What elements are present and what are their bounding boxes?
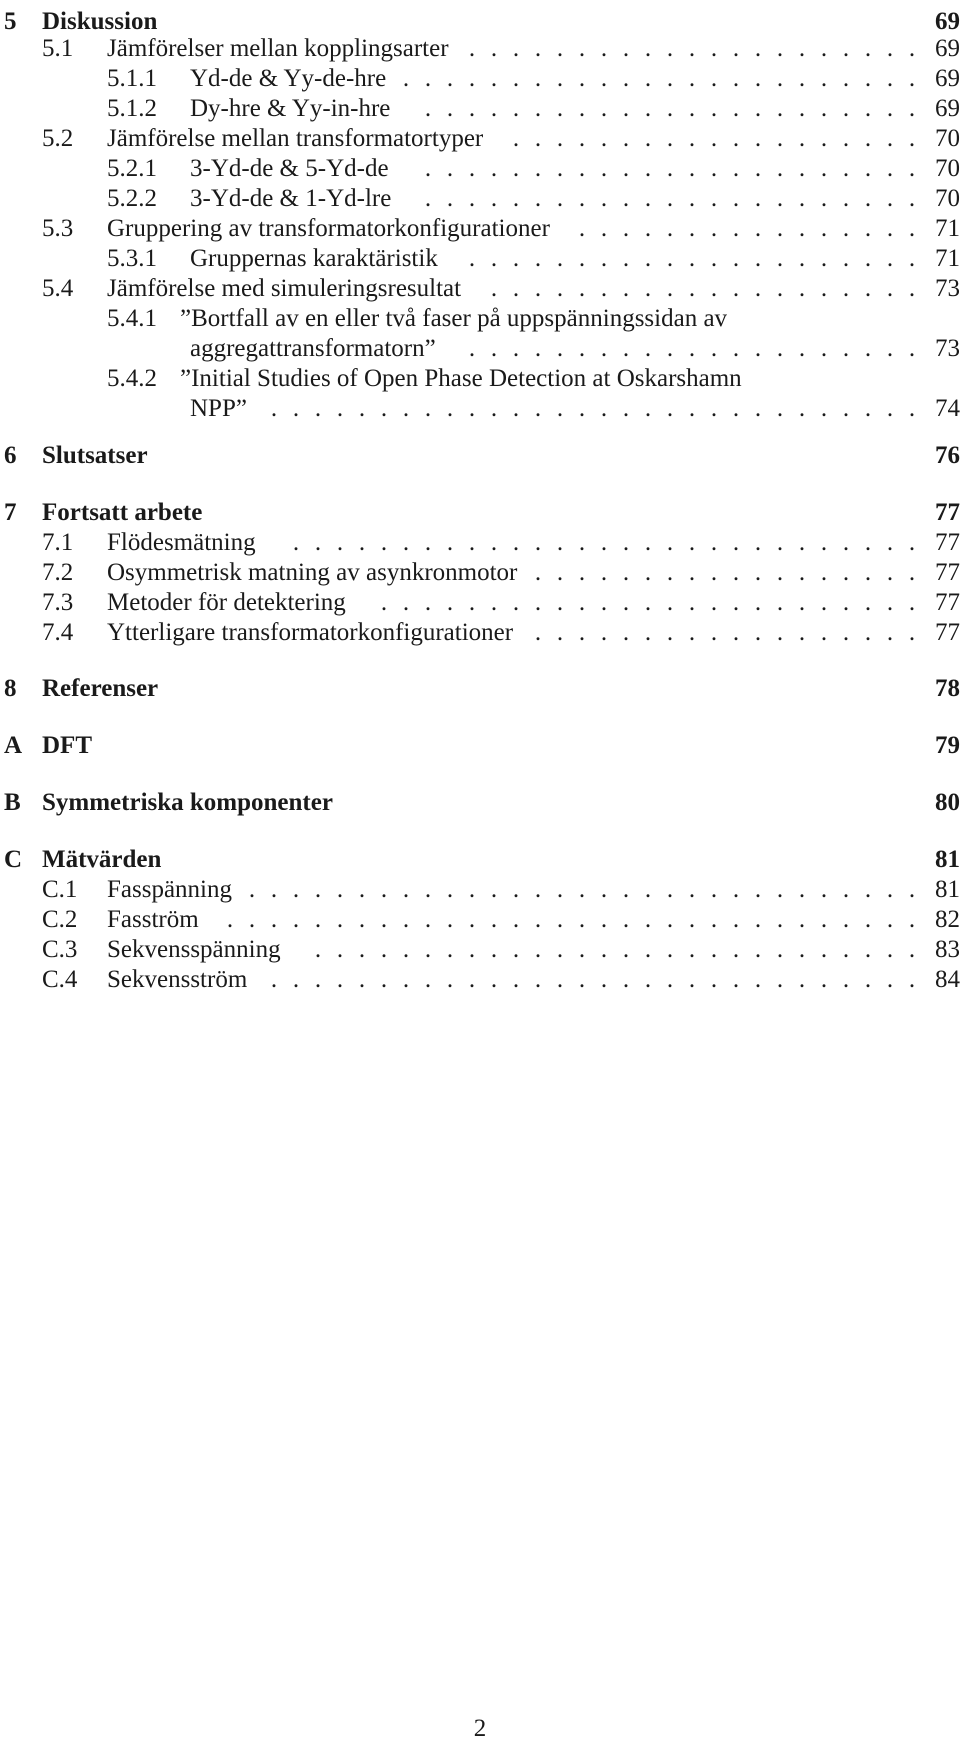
toc-entry-page: 77 — [935, 589, 960, 616]
toc-dot-leader: . . . . . . . . . . . . . . . . . . . . . — [468, 335, 916, 362]
toc-entry-number: 7.4 — [42, 619, 74, 646]
toc-entry-number: 5.3.1 — [107, 245, 157, 272]
toc-entry-number: 7.3 — [42, 589, 74, 616]
toc-dot-leader: . . . . . . . . . . . . . . . . — [578, 215, 916, 242]
toc-entry-number: 5.1 — [42, 35, 74, 62]
toc-entry-page: 77 — [935, 499, 960, 526]
toc-entry-title: ”Bortfall av en eller två faser på uppspänningssidan av — [180, 305, 728, 332]
toc-entry-page: 73 — [935, 275, 960, 302]
toc-entry-number: A — [4, 732, 23, 759]
toc-entry-number: 8 — [4, 675, 17, 702]
toc-entry-number: 5.4 — [42, 275, 74, 302]
toc-entry-title: Mätvärden — [42, 846, 162, 873]
toc-dot-leader: . . . . . . . . . . . . . . . . . . . . . — [468, 245, 916, 272]
toc-entry-title: Fasström — [107, 906, 199, 933]
toc-entry-page: 83 — [935, 936, 960, 963]
toc-entry-title: Referenser — [42, 675, 159, 702]
toc-section-row — [0, 960, 960, 1000]
toc-entry-page: 70 — [935, 155, 960, 182]
toc-entry-page: 77 — [935, 559, 960, 586]
toc-entry-title: Jämförelse mellan transformatortyper — [107, 125, 484, 152]
toc-entry-number: 6 — [4, 442, 17, 469]
toc-entry-page: 71 — [935, 245, 960, 272]
toc-entry-page: 77 — [935, 619, 960, 646]
toc-entry-title: Osymmetrisk matning av asynkronmotor — [107, 559, 518, 586]
toc-chapter-row — [0, 783, 960, 823]
toc-entry-number: 5.1.1 — [107, 65, 157, 92]
toc-entry-page: 69 — [935, 8, 960, 35]
toc-entry-number: 5.4.1 — [107, 305, 157, 332]
toc-dot-leader: . . . . . . . . . . . . . . . . . . — [534, 619, 916, 646]
page-number: 2 — [473, 1715, 487, 1742]
toc-entry-title: Jämförelser mellan kopplingsarter — [107, 35, 449, 62]
toc-dot-leader: . . . . . . . . . . . . . . . . . . . . . . . — [424, 95, 916, 122]
toc-entry-page: 69 — [935, 65, 960, 92]
toc-entry-number: 5.4.2 — [107, 365, 157, 392]
toc-dot-leader: . . . . . . . . . . . . . . . . . . . — [512, 125, 916, 152]
toc-entry-page: 84 — [935, 966, 960, 993]
toc-entry-number: C.1 — [42, 876, 78, 903]
toc-dot-leader: . . . . . . . . . . . . . . . . . . . . . . . . . . . . — [314, 936, 916, 963]
toc-entry-title: Dy-hre & Yy-in-hre — [190, 95, 391, 122]
toc-entry-number: 5.2.2 — [107, 185, 157, 212]
toc-entry-number: C.4 — [42, 966, 78, 993]
toc-entry-number: 7.2 — [42, 559, 74, 586]
toc-entry-page: 82 — [935, 906, 960, 933]
toc-chapter-row — [0, 669, 960, 709]
toc-entry-title: DFT — [42, 732, 92, 759]
toc-entry-title: Fortsatt arbete — [42, 499, 203, 526]
toc-entry-page: 69 — [935, 35, 960, 62]
toc-dot-leader: . . . . . . . . . . . . . . . . . . . . . . . . — [402, 65, 916, 92]
toc-entry-number: C.3 — [42, 936, 78, 963]
toc-entry-title: Symmetriska komponenter — [42, 789, 333, 816]
toc-dot-leader: . . . . . . . . . . . . . . . . . . . . . . . . . . . . . . . . — [226, 906, 916, 933]
toc-entry-page: 77 — [935, 529, 960, 556]
toc-entry-title: Fasspänning — [107, 876, 232, 903]
toc-entry-title: Gruppering av transformatorkonfigurationer — [107, 215, 550, 242]
toc-entry-number: 5.1.2 — [107, 95, 157, 122]
toc-dot-leader: . . . . . . . . . . . . . . . . . . . . . . . . . . . . . . . — [248, 876, 916, 903]
toc-entry-title: 3-Yd-de & 5-Yd-de — [190, 155, 389, 182]
toc-entry-number: 7 — [4, 499, 17, 526]
toc-entry-page: 74 — [935, 395, 960, 422]
toc-entry-page: 70 — [935, 185, 960, 212]
toc-entry-title: Gruppernas karaktäristik — [190, 245, 438, 272]
toc-entry-title: Jämförelse med simuleringsresultat — [107, 275, 462, 302]
toc-entry-number: 5.2 — [42, 125, 74, 152]
toc-section-row — [0, 613, 960, 653]
toc-entry-number: C — [4, 846, 23, 873]
toc-entry-title: ”Initial Studies of Open Phase Detection at Oskarshamn — [180, 365, 742, 392]
toc-entry-page: 81 — [935, 846, 960, 873]
toc-entry-page: 78 — [935, 675, 960, 702]
toc-dot-leader: . . . . . . . . . . . . . . . . . . . . . . . . . — [380, 589, 916, 616]
toc-entry-page: 79 — [935, 732, 960, 759]
toc-entry-title: 3-Yd-de & 1-Yd-lre — [190, 185, 392, 212]
toc-dot-leader: . . . . . . . . . . . . . . . . . . . . . — [468, 35, 916, 62]
toc-entry-number: C.2 — [42, 906, 78, 933]
toc-dot-leader: . . . . . . . . . . . . . . . . . . — [534, 559, 916, 586]
toc-dot-leader: . . . . . . . . . . . . . . . . . . . . . . . — [424, 155, 916, 182]
toc-entry-number: 7.1 — [42, 529, 74, 556]
toc-entry-page: 73 — [935, 335, 960, 362]
toc-entry-number: 5.3 — [42, 215, 74, 242]
toc-entry-title: Metoder för detektering — [107, 589, 346, 616]
toc-entry-page: 80 — [935, 789, 960, 816]
toc-entry-page: 71 — [935, 215, 960, 242]
toc-chapter-row — [0, 726, 960, 766]
toc-entry-number: B — [4, 789, 21, 816]
toc-entry-page: 70 — [935, 125, 960, 152]
toc-dot-leader: . . . . . . . . . . . . . . . . . . . . . . . — [424, 185, 916, 212]
toc-entry-page: 69 — [935, 95, 960, 122]
toc-entry-page: 76 — [935, 442, 960, 469]
toc-entry-number: 5.2.1 — [107, 155, 157, 182]
toc-entry-title-continued: NPP” — [190, 395, 247, 422]
toc-dot-leader: . . . . . . . . . . . . . . . . . . . . . . . . . . . . . — [292, 529, 916, 556]
toc-entry-title: Sekvensström — [107, 966, 248, 993]
toc-entry-title: Sekvensspänning — [107, 936, 281, 963]
toc-entry-title: Ytterligare transformatorkonfigurationer — [107, 619, 514, 646]
toc-entry-page: 81 — [935, 876, 960, 903]
toc-chapter-row — [0, 436, 960, 476]
toc-subsection-row-continued — [0, 389, 960, 429]
toc-entry-title: Yd-de & Yy-de-hre — [190, 65, 387, 92]
toc-entry-number: 5 — [4, 8, 17, 35]
toc-dot-leader: . . . . . . . . . . . . . . . . . . . . . . . . . . . . . . — [270, 395, 916, 422]
toc-entry-title: Slutsatser — [42, 442, 148, 469]
toc-dot-leader: . . . . . . . . . . . . . . . . . . . . — [490, 275, 916, 302]
toc-entry-title: Diskussion — [42, 8, 158, 35]
toc-entry-title: Flödesmätning — [107, 529, 256, 556]
toc-dot-leader: . . . . . . . . . . . . . . . . . . . . . . . . . . . . . . — [270, 966, 916, 993]
toc-entry-title-continued: aggregattransformatorn” — [190, 335, 436, 362]
